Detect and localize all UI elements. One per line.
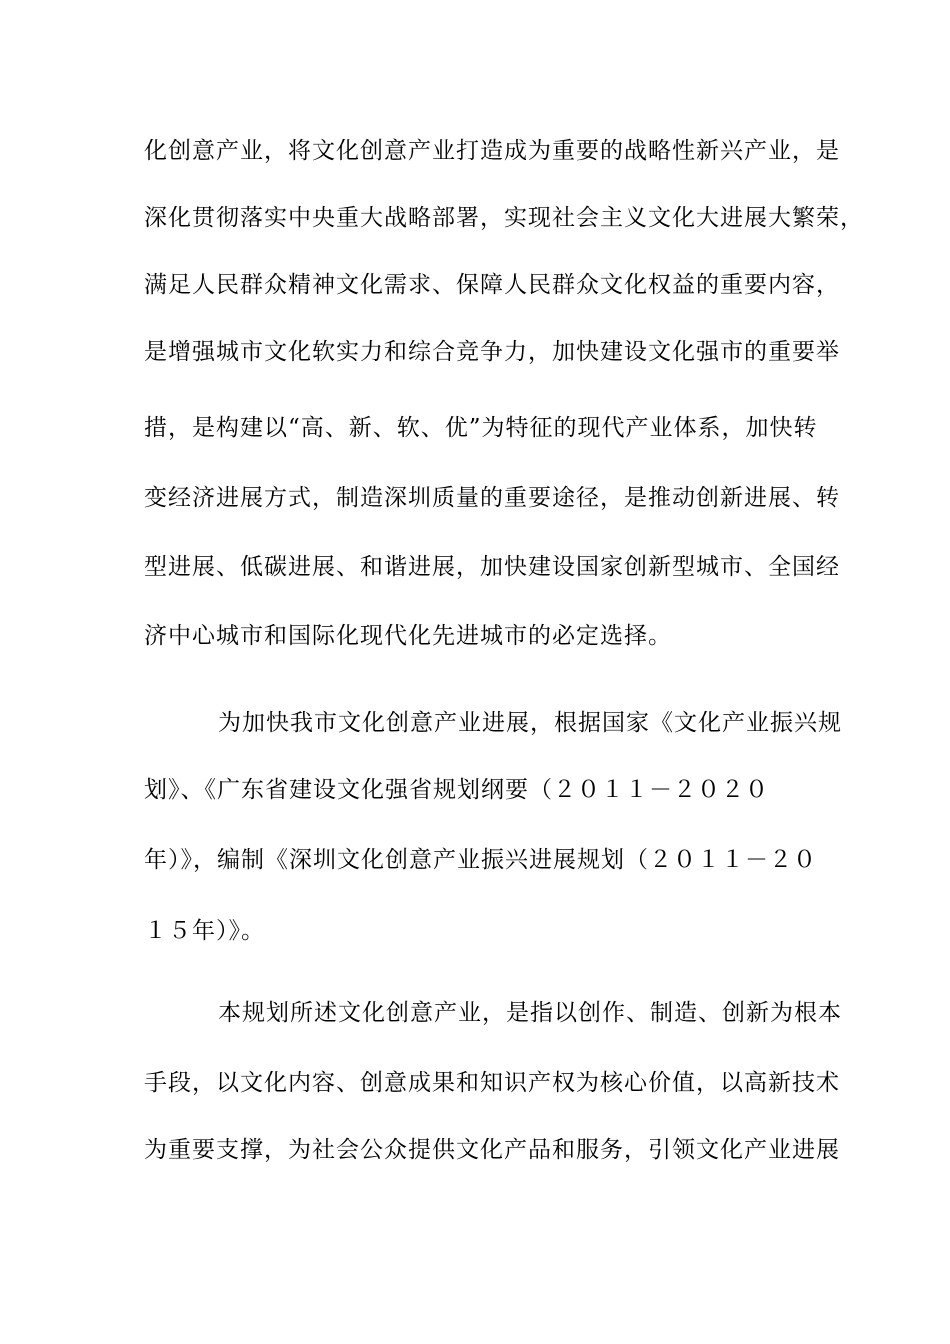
paragraph-1-line-7: 型进展、低碳进展、和谐进展，加快建设国家创新型城市、全国经	[144, 554, 840, 580]
paragraph-1-line-8: 济中心城市和国际化现代化先进城市的必定选择。	[144, 623, 672, 649]
paragraph-1-line-4: 是增强城市文化软实力和综合竞争力，加快建设文化强市的重要举	[144, 339, 840, 365]
paragraph-1-line-1: 化创意产业，将文化创意产业打造成为重要的战略性新兴产业，是	[144, 138, 840, 164]
paragraph-2-line-1: 为加快我市文化创意产业进展，根据国家《文化产业振兴规	[218, 710, 842, 736]
paragraph-2-line-3: 年）》，编制《深圳文化创意产业振兴进展规划（２０１１－２０	[144, 847, 817, 873]
paragraph-3-line-2: 手段，以文化内容、创意成果和知识产权为核心价值，以高新技术	[144, 1070, 840, 1096]
paragraph-2-line-4: １５年）》。	[144, 918, 265, 944]
paragraph-1-line-5: 措，是构建以“高、新、软、优”为特征的现代产业体系，加快转	[144, 415, 818, 441]
paragraph-1-line-3: 满足人民群众精神文化需求、保障人民群众文化权益的重要内容，	[144, 272, 840, 298]
paragraph-2-line-2: 划》、《广东省建设文化强省规划纲要（２０１１－２０２０	[144, 777, 769, 803]
paragraph-1-line-2: 深化贯彻落实中央重大战略部署，实现社会主义文化大进展大繁荣，	[144, 205, 864, 231]
paragraph-1-line-6: 变经济进展方式，制造深圳质量的重要途径，是推动创新进展、转	[144, 485, 840, 511]
paragraph-3-line-3: 为重要支撑，为社会公众提供文化产品和服务，引领文化产业进展	[144, 1137, 840, 1163]
paragraph-3-line-1: 本规划所述文化创意产业，是指以创作、制造、创新为根本	[218, 1000, 842, 1026]
